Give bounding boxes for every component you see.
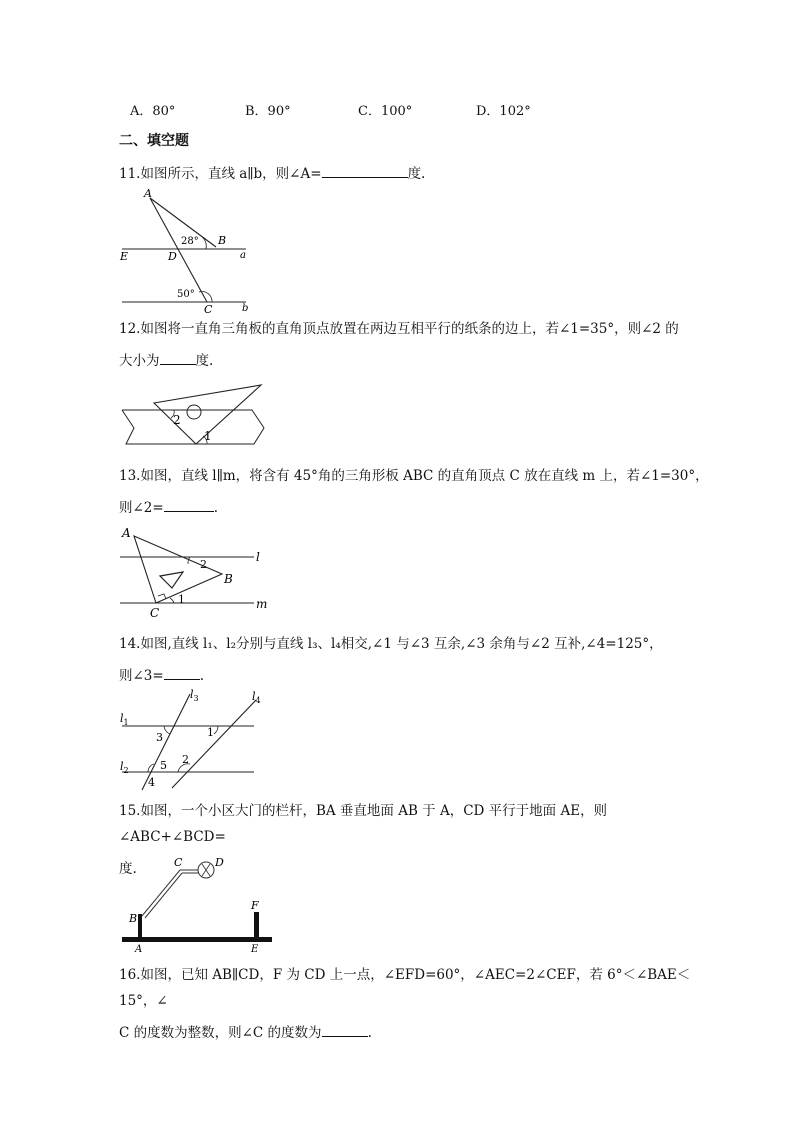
q13-label-C: C	[150, 606, 160, 620]
q14-l2-main: l	[120, 760, 124, 773]
q12-line1: 12.如图将一直角三角板的直角顶点放置在两边互相平行的纸条的边上，若∠1=35°，则∠2 的	[119, 321, 679, 337]
question-11	[119, 161, 709, 187]
q11-label-b: b	[242, 303, 249, 314]
q11-label-a: a	[240, 250, 246, 261]
q12-figure	[118, 382, 268, 450]
q15-figure	[118, 852, 278, 955]
q13-line1: 13.如图，直线 l∥m，将含有 45°角的三角形板 ABC 的直角顶点 C 放在直线 m 上，若∠1=30°，	[119, 468, 709, 484]
q14-label-5: 5	[160, 759, 167, 772]
q13-label-A: A	[122, 526, 131, 540]
q15-label-B: B	[129, 912, 138, 925]
q15-label-C: C	[174, 856, 183, 869]
q13-line2: 则∠2=	[119, 500, 164, 516]
q11-label-A: A	[144, 187, 152, 200]
q14-figure	[118, 688, 278, 792]
q12-line2: 大小为	[119, 353, 160, 369]
q12-suffix: 度.	[195, 353, 214, 369]
q11-label-E: E	[120, 250, 129, 263]
q13-label-2: 2	[200, 558, 207, 571]
q13-blank	[164, 497, 214, 512]
q14-label-l1	[120, 712, 129, 727]
q14-line1: 14.如图,直线 l₁、l₂分别与直线 l₃、l₄相交,∠1 与∠3 互余,∠3 余角与∠2 互补,∠4=125°，	[119, 636, 663, 652]
choice-b: B．90°	[245, 104, 291, 119]
q13-label-B: B	[224, 572, 233, 586]
q14-suffix: .	[199, 668, 205, 684]
q14-l1-sub: 1	[123, 718, 129, 727]
section-title: 二、填空题	[119, 133, 189, 149]
q11-blank	[322, 163, 408, 178]
q15-label-E: E	[251, 944, 259, 955]
question-16	[119, 962, 709, 1046]
q14-l3-sub: 3	[193, 694, 199, 703]
q14-l4-sub: 4	[255, 696, 261, 705]
q11-figure	[118, 187, 258, 316]
q14-label-4: 4	[148, 776, 155, 789]
q14-l2-sub: 2	[123, 766, 129, 775]
q16-line2: C 的度数为整数，则∠C 的度数为	[119, 1025, 322, 1041]
question-13	[119, 463, 709, 521]
q14-l3-main: l	[190, 688, 194, 701]
q11-suffix: 度.	[407, 166, 426, 182]
q14-label-l2	[120, 760, 129, 775]
q14-l1-main: l	[120, 712, 124, 725]
q11-label-B: B	[218, 234, 227, 247]
q13-label-l: l	[256, 550, 260, 564]
q14-line2: 则∠3=	[119, 668, 164, 684]
q14-label-2: 2	[182, 753, 189, 766]
q15-label-F: F	[251, 899, 259, 912]
choice-a: A．80°	[130, 104, 176, 119]
q13-figure	[118, 526, 278, 621]
q13-label-m: m	[256, 597, 268, 611]
question-12	[119, 316, 709, 374]
q11-label-C: C	[204, 303, 213, 316]
q14-label-1: 1	[207, 726, 214, 739]
q15-line1: 15.如图，一个小区大门的栏杆，BA 垂直地面 AB 于 A，CD 平行于地面 AE，则∠ABC+∠BCD=	[119, 803, 608, 845]
q14-label-l3	[190, 688, 199, 703]
q16-blank	[322, 1022, 368, 1037]
q16-line1: 16.如图，已知 AB∥CD，F 为 CD 上一点，∠EFD=60°，∠AEC=2∠CEF，若 6°＜∠BAE＜15°，∠	[119, 967, 691, 1009]
q14-l4-main: l	[252, 690, 256, 703]
q13-suffix: .	[213, 500, 219, 516]
q13-label-1: 1	[178, 593, 185, 606]
q11-label-D: D	[168, 250, 177, 263]
q15-label-A: A	[135, 944, 143, 955]
q15-line2: 度.	[119, 861, 137, 877]
q12-label-1: 1	[204, 429, 212, 443]
q11-angle-50: 50°	[177, 289, 195, 300]
q14-blank	[164, 665, 200, 680]
q16-suffix: .	[367, 1025, 372, 1041]
q12-label-2: 2	[173, 413, 181, 427]
q11-angle-28: 28°	[181, 236, 199, 247]
choice-d: D．102°	[476, 104, 531, 119]
q12-blank	[160, 350, 196, 365]
q14-label-3: 3	[156, 731, 163, 744]
choice-c: C．100°	[358, 104, 413, 119]
q15-label-D: D	[215, 856, 224, 869]
q14-label-l4	[252, 690, 261, 705]
question-14	[119, 631, 709, 689]
q11-text: 11.如图所示，直线 a∥b，则∠A=	[119, 166, 322, 182]
